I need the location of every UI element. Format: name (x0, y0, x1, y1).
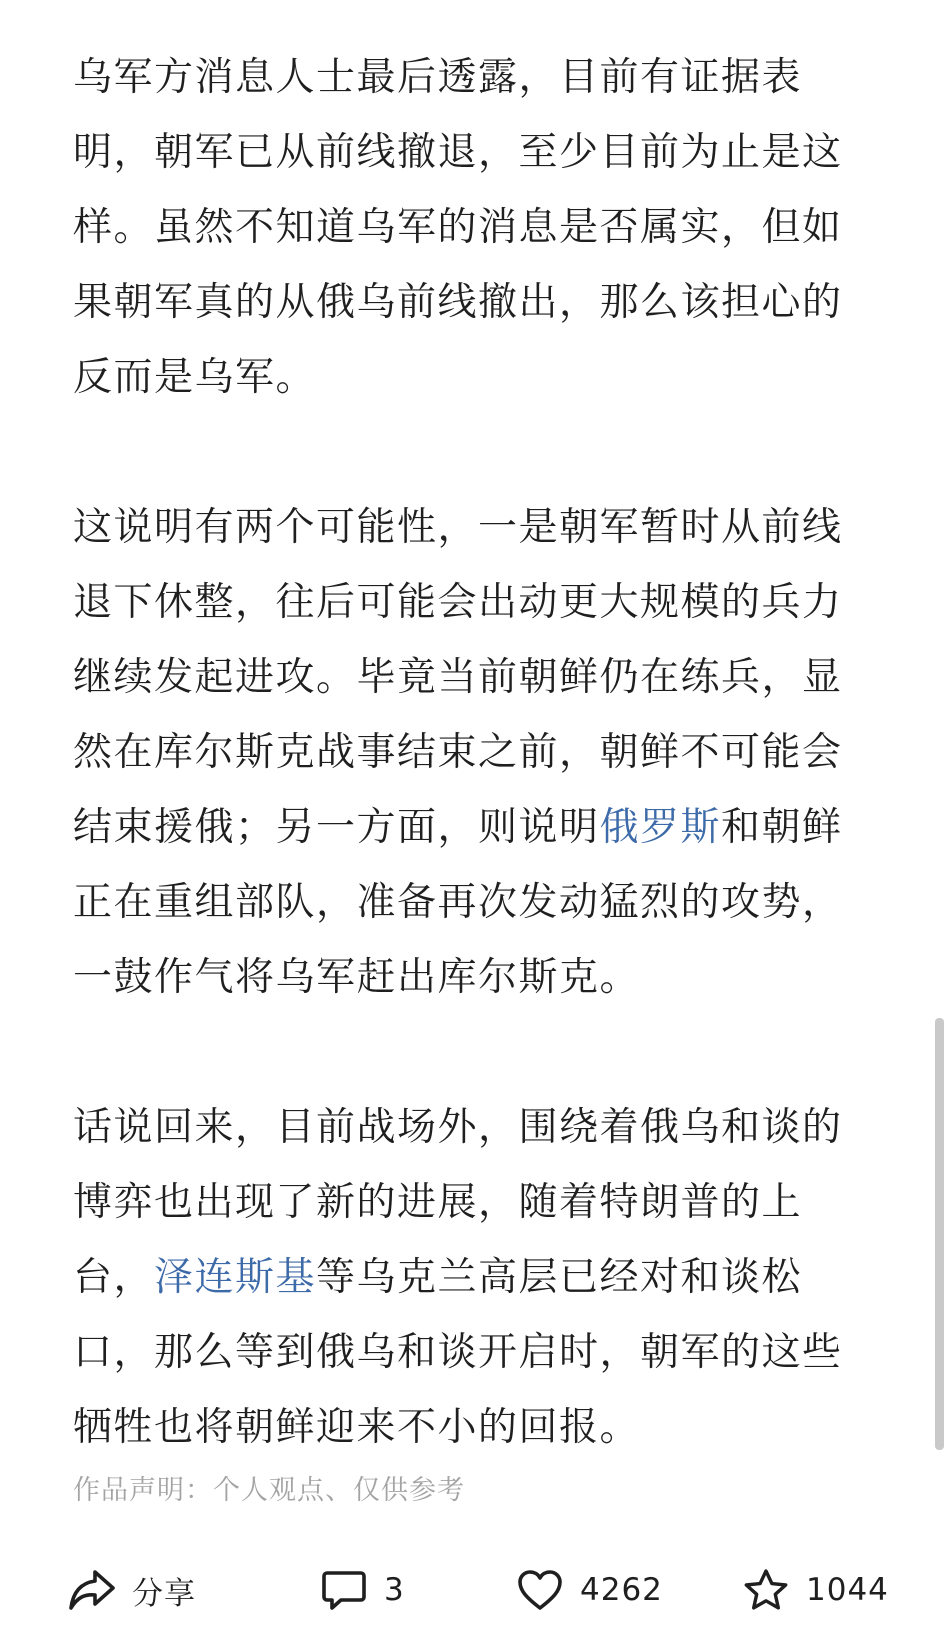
entity-link-zelensky[interactable]: 泽连斯基 (154, 1255, 317, 1300)
article-paragraph (73, 40, 873, 415)
article-paragraph (73, 490, 873, 1015)
heart-icon (516, 1566, 564, 1614)
comment-count: 3 (384, 1572, 405, 1608)
favorite-count: 1044 (806, 1572, 889, 1608)
paragraph-text: 等乌克兰高层已经对和谈松口，那么等到俄乌和谈开启时，朝军的这些牺牲也将朝鲜迎来不小的回报。 (73, 1255, 843, 1450)
action-bar (0, 1550, 946, 1630)
entity-link-russia[interactable]: 俄罗斯 (599, 805, 722, 850)
comment-icon (320, 1566, 368, 1614)
paragraph-text: 乌军方消息人士最后透露，目前有证据表明，朝军已从前线撤退，至少目前为止是这样。虽然不知道乌军的消息是否属实，但如果朝军真的从俄乌前线撤出，那么该担心的反而是乌军。 (73, 55, 843, 400)
like-count: 4262 (580, 1572, 663, 1608)
share-label: 分享 (132, 1575, 196, 1612)
paragraph-text: 话说回来，目前战场外，围绕着俄乌和谈的博弈也出现了新的进展，随着特朗普的上台， (73, 1105, 843, 1300)
favorite-button[interactable] (742, 1550, 889, 1630)
article-body (73, 40, 873, 1465)
share-button[interactable] (68, 1550, 196, 1630)
star-icon (742, 1566, 790, 1614)
paragraph-text: 和朝鲜正在重组部队，准备再次发动猛烈的攻势，一鼓作气将乌军赶出库尔斯克。 (73, 805, 843, 1000)
paragraph-text: 这说明有两个可能性，一是朝军暂时从前线退下休整，往后可能会出动更大规模的兵力继续发起进攻。毕竟当前朝鲜仍在练兵，显然在库尔斯克战事结束之前，朝鲜不可能会结束援俄；另一方面，则说明 (73, 505, 843, 850)
scrollbar[interactable] (935, 1018, 944, 1450)
article-paragraph (73, 1090, 873, 1465)
work-disclaimer: 作品声明：个人观点、仅供参考 (73, 1475, 465, 1506)
like-button[interactable] (516, 1550, 663, 1630)
share-icon (68, 1566, 116, 1614)
comment-button[interactable] (320, 1550, 405, 1630)
